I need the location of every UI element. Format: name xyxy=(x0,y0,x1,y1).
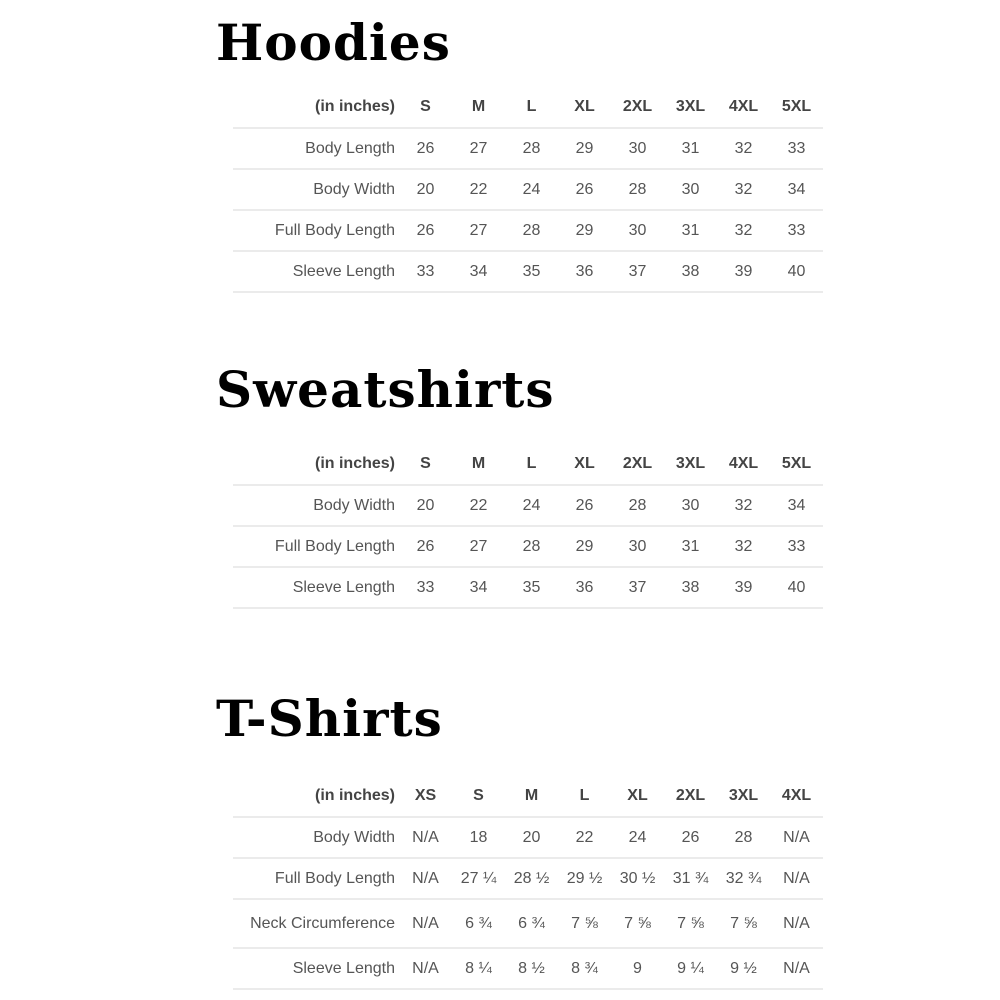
table-cell: 34 xyxy=(452,251,505,292)
table-cell: 32 ¾ xyxy=(717,858,770,899)
table-header-row xyxy=(233,444,823,485)
size-header: 4XL xyxy=(728,98,759,115)
table-row xyxy=(233,485,823,526)
table-cell: 24 xyxy=(505,485,558,526)
row-label: Sleeve Length xyxy=(233,948,399,989)
table-cell: 38 xyxy=(664,251,717,292)
table-cell: 31 ¾ xyxy=(664,858,717,899)
table-cell: 7 ⅝ xyxy=(558,899,611,948)
table-row xyxy=(233,899,823,948)
tshirts-title: T-Shirts xyxy=(216,689,443,748)
table-cell: 6 ¾ xyxy=(452,899,505,948)
table-cell: 20 xyxy=(399,485,452,526)
size-header: S xyxy=(420,98,431,115)
table-cell: 26 xyxy=(664,817,717,858)
table-cell: 9 xyxy=(611,948,664,989)
table-cell: 35 xyxy=(505,251,558,292)
row-label: Body Width xyxy=(233,485,399,526)
size-header: M xyxy=(524,787,539,804)
table-cell: 29 xyxy=(558,210,611,251)
table-cell: 26 xyxy=(558,169,611,210)
table-cell: 37 xyxy=(611,251,664,292)
hoodies-size-table xyxy=(233,87,823,293)
table-row xyxy=(233,817,823,858)
table-cell: 40 xyxy=(770,251,823,292)
table-cell: 37 xyxy=(611,567,664,608)
table-cell: 26 xyxy=(399,526,452,567)
table-cell: N/A xyxy=(770,899,823,948)
table-cell: 9 ½ xyxy=(717,948,770,989)
table-cell: 8 ¾ xyxy=(558,948,611,989)
table-cell: 28 xyxy=(505,128,558,169)
table-cell: 39 xyxy=(717,251,770,292)
table-row xyxy=(233,858,823,899)
table-cell: N/A xyxy=(770,817,823,858)
table-cell: 22 xyxy=(452,485,505,526)
size-header: L xyxy=(526,98,537,115)
sweatshirts-title: Sweatshirts xyxy=(216,360,555,419)
table-cell: 29 xyxy=(558,128,611,169)
table-cell: 34 xyxy=(452,567,505,608)
table-cell: 29 ½ xyxy=(558,858,611,899)
table-cell: 31 xyxy=(664,526,717,567)
table-cell: 8 ¼ xyxy=(452,948,505,989)
table-cell: 28 xyxy=(611,485,664,526)
size-header: 3XL xyxy=(728,787,759,804)
size-header: 2XL xyxy=(675,787,706,804)
table-cell: 32 xyxy=(717,485,770,526)
table-cell: 18 xyxy=(452,817,505,858)
table-cell: N/A xyxy=(770,948,823,989)
table-cell: 24 xyxy=(611,817,664,858)
table-cell: 35 xyxy=(505,567,558,608)
size-header: S xyxy=(420,455,431,472)
hoodies-title: Hoodies xyxy=(216,13,451,72)
table-cell: 28 ½ xyxy=(505,858,558,899)
table-row xyxy=(233,251,823,292)
table-cell: 28 xyxy=(611,169,664,210)
table-header-row xyxy=(233,87,823,128)
table-cell: 8 ½ xyxy=(505,948,558,989)
table-cell: 36 xyxy=(558,251,611,292)
table-cell: 34 xyxy=(770,485,823,526)
table-cell: 40 xyxy=(770,567,823,608)
table-cell: N/A xyxy=(399,899,452,948)
table-cell: 7 ⅝ xyxy=(611,899,664,948)
table-row xyxy=(233,948,823,989)
table-cell: 22 xyxy=(452,169,505,210)
table-cell: 32 xyxy=(717,128,770,169)
table-cell: 30 xyxy=(611,526,664,567)
size-header: XS xyxy=(414,787,437,804)
table-cell: 28 xyxy=(505,526,558,567)
table-cell: 31 xyxy=(664,210,717,251)
table-cell: 30 xyxy=(611,128,664,169)
table-cell: 20 xyxy=(505,817,558,858)
table-cell: 34 xyxy=(770,169,823,210)
size-header: M xyxy=(471,98,486,115)
sweatshirts-size-table xyxy=(233,444,823,609)
table-cell: 24 xyxy=(505,169,558,210)
size-header: 2XL xyxy=(622,455,653,472)
unit-header: (in inches) xyxy=(314,455,395,472)
size-header: 4XL xyxy=(728,455,759,472)
size-header: S xyxy=(473,787,484,804)
table-cell: 33 xyxy=(770,526,823,567)
table-cell: 31 xyxy=(664,128,717,169)
table-row xyxy=(233,526,823,567)
table-cell: 32 xyxy=(717,210,770,251)
table-cell: 29 xyxy=(558,526,611,567)
table-header-row xyxy=(233,776,823,817)
table-cell: 30 ½ xyxy=(611,858,664,899)
table-cell: 26 xyxy=(399,210,452,251)
table-cell: 28 xyxy=(505,210,558,251)
table-cell: 27 xyxy=(452,128,505,169)
table-cell: 7 ⅝ xyxy=(664,899,717,948)
table-row xyxy=(233,169,823,210)
table-cell: N/A xyxy=(399,948,452,989)
table-cell: 30 xyxy=(611,210,664,251)
table-cell: 27 xyxy=(452,210,505,251)
row-label: Neck Circumference xyxy=(233,899,399,948)
table-cell: 33 xyxy=(770,210,823,251)
table-cell: 32 xyxy=(717,169,770,210)
table-cell: 7 ⅝ xyxy=(717,899,770,948)
row-label: Sleeve Length xyxy=(233,251,399,292)
size-header: XL xyxy=(574,455,595,472)
row-label: Full Body Length xyxy=(233,858,399,899)
table-cell: 20 xyxy=(399,169,452,210)
table-cell: 39 xyxy=(717,567,770,608)
table-row xyxy=(233,567,823,608)
size-header: XL xyxy=(627,787,648,804)
table-cell: 6 ¾ xyxy=(505,899,558,948)
size-header: 5XL xyxy=(781,455,812,472)
table-cell: 9 ¼ xyxy=(664,948,717,989)
size-header: 2XL xyxy=(622,98,653,115)
size-header: M xyxy=(471,455,486,472)
row-label: Body Width xyxy=(233,169,399,210)
size-header: XL xyxy=(574,98,595,115)
table-cell: 32 xyxy=(717,526,770,567)
table-cell: 30 xyxy=(664,485,717,526)
row-label: Body Width xyxy=(233,817,399,858)
table-cell: 26 xyxy=(558,485,611,526)
row-label: Sleeve Length xyxy=(233,567,399,608)
tshirts-size-table xyxy=(233,776,823,990)
table-cell: 30 xyxy=(664,169,717,210)
table-cell: 33 xyxy=(399,567,452,608)
row-label: Full Body Length xyxy=(233,526,399,567)
table-cell: N/A xyxy=(770,858,823,899)
table-cell: N/A xyxy=(399,817,452,858)
table-cell: 28 xyxy=(717,817,770,858)
table-cell: 33 xyxy=(399,251,452,292)
unit-header: (in inches) xyxy=(314,787,395,804)
table-cell: 38 xyxy=(664,567,717,608)
size-header: L xyxy=(579,787,590,804)
size-header: 3XL xyxy=(675,98,706,115)
row-label: Body Length xyxy=(233,128,399,169)
size-header: L xyxy=(526,455,537,472)
unit-header: (in inches) xyxy=(314,98,395,115)
table-cell: 27 xyxy=(452,526,505,567)
size-header: 4XL xyxy=(781,787,812,804)
table-cell: 26 xyxy=(399,128,452,169)
table-row xyxy=(233,210,823,251)
table-cell: 36 xyxy=(558,567,611,608)
size-header: 3XL xyxy=(675,455,706,472)
size-header: 5XL xyxy=(781,98,812,115)
table-row xyxy=(233,128,823,169)
table-cell: 27 ¼ xyxy=(452,858,505,899)
table-cell: 22 xyxy=(558,817,611,858)
row-label: Full Body Length xyxy=(233,210,399,251)
table-cell: 33 xyxy=(770,128,823,169)
table-cell: N/A xyxy=(399,858,452,899)
